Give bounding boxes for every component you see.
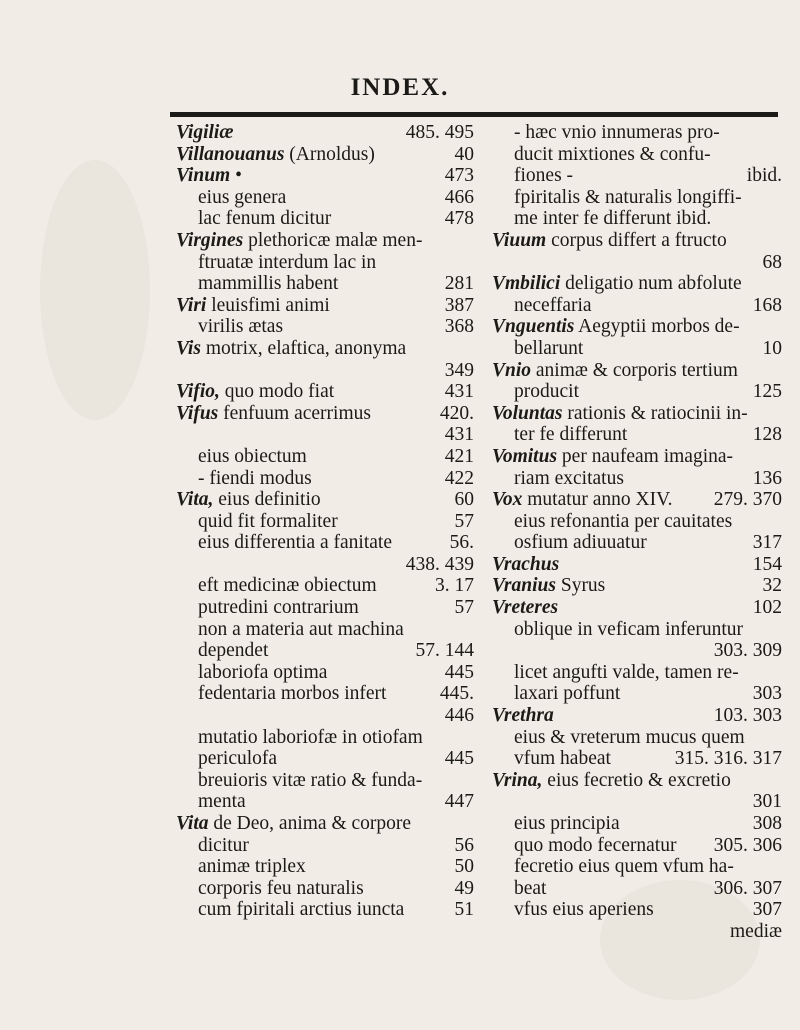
page-reference: 447 — [444, 791, 474, 813]
entry-text — [198, 856, 306, 878]
index-entry — [176, 791, 474, 813]
index-entry — [176, 252, 474, 274]
page-reference: 102 — [752, 597, 782, 619]
index-entry — [492, 273, 782, 295]
entry-text — [176, 338, 406, 360]
index-entry — [492, 532, 782, 554]
page-reference: 68 — [762, 251, 782, 273]
entry-text — [176, 403, 371, 425]
entry-text — [198, 640, 268, 662]
entry-lemma: Vnio — [492, 359, 532, 381]
page-reference: 136 — [752, 467, 782, 489]
index-entry — [176, 727, 474, 749]
index-column-right — [492, 122, 782, 943]
page-reference: 303 — [752, 683, 782, 705]
entry-text — [198, 597, 359, 619]
entry-description: non a materia aut machina — [198, 618, 404, 640]
page-reference: 368 — [444, 316, 474, 338]
index-entry — [492, 554, 782, 576]
index-entry — [176, 446, 474, 468]
index-entry — [176, 468, 474, 490]
index-entry — [176, 835, 474, 857]
entry-text — [492, 705, 554, 727]
entry-description: deligatio num abfolute — [560, 273, 742, 295]
entry-lemma: Vifio, — [176, 381, 220, 403]
index-entry — [492, 770, 782, 792]
entry-text — [514, 208, 711, 230]
entry-text — [514, 813, 620, 835]
entry-lemma: Virgines — [176, 229, 244, 251]
entry-description: lac fenum dicitur — [198, 208, 332, 230]
page-reference: 307 — [752, 899, 782, 921]
entry-lemma: Vrethra — [492, 705, 554, 727]
entry-description: cum fpiritali arctius iuncta — [198, 899, 405, 921]
index-entry — [176, 575, 474, 597]
index-entry — [176, 187, 474, 209]
entry-text — [514, 468, 624, 490]
entry-text — [514, 856, 734, 878]
entry-description: dicitur — [198, 834, 249, 856]
entry-description: quo modo fiat — [219, 381, 335, 403]
page-reference: 421 — [444, 445, 474, 467]
entry-description: ftruatæ interdum lac in — [198, 251, 377, 273]
index-entry — [176, 489, 474, 511]
entry-description: beat — [514, 877, 547, 899]
entry-text — [198, 468, 312, 490]
entry-description: putredini contrarium — [198, 597, 359, 619]
index-entry — [176, 316, 474, 338]
entry-lemma: Voluntas — [492, 402, 563, 424]
entry-description: producit — [514, 381, 579, 403]
page-reference: 301 — [752, 791, 782, 813]
entry-description: vfus eius aperiens — [514, 899, 654, 921]
entry-description: neceffaria — [514, 294, 592, 316]
page-reference: 281 — [444, 273, 474, 295]
entry-description: corpus differt a ftructo — [546, 229, 727, 251]
page-reference: 40 — [454, 143, 474, 165]
entry-description: periculofa — [198, 748, 278, 770]
entry-text — [492, 446, 733, 468]
index-entry — [492, 208, 782, 230]
entry-text — [198, 575, 377, 597]
entry-text — [176, 230, 422, 252]
page-reference: 57. 144 — [415, 640, 474, 662]
entry-description: fpiritalis & naturalis longiffi- — [514, 186, 742, 208]
index-entry — [492, 403, 782, 425]
entry-text — [492, 597, 558, 619]
entry-description: corporis feu naturalis — [198, 877, 364, 899]
entry-lemma: Vomitus — [492, 445, 558, 467]
index-entry — [492, 381, 782, 403]
index-entry — [492, 230, 782, 252]
index-entry — [176, 208, 474, 230]
page-reference: 56. — [449, 532, 474, 554]
entry-text — [176, 295, 330, 317]
entry-description: leuisfimi animi — [206, 294, 330, 316]
index-entry — [492, 252, 782, 274]
entry-text — [514, 511, 732, 533]
entry-description: - hæc vnio innumeras pro- — [514, 122, 720, 143]
entry-description: • — [230, 165, 242, 187]
entry-description: riam excitatus — [514, 467, 624, 489]
entry-text — [198, 791, 246, 813]
entry-description: animæ triplex — [198, 856, 306, 878]
page-reference: 485. 495 — [405, 122, 474, 143]
index-entry — [176, 424, 474, 446]
entry-lemma: Vis — [176, 337, 201, 359]
index-entry — [176, 532, 474, 554]
entry-description: eius definitio — [213, 489, 321, 511]
entry-text — [514, 144, 711, 166]
index-entry — [492, 705, 782, 727]
entry-text — [198, 899, 404, 921]
entry-description: vfum habeat — [514, 748, 611, 770]
index-entry — [176, 381, 474, 403]
index-column-left — [176, 122, 474, 921]
entry-description: licet angufti valde, tamen re- — [514, 661, 739, 683]
entry-text — [514, 187, 742, 209]
entry-text — [514, 662, 739, 684]
index-entry — [176, 813, 474, 835]
entry-description: bellarunt — [514, 337, 584, 359]
index-entry — [492, 727, 782, 749]
index-entry — [492, 468, 782, 490]
page-reference: 60 — [454, 489, 474, 511]
index-entry — [492, 619, 782, 641]
page-reference: 125 — [752, 381, 782, 403]
entry-description: fenfuum acerrimus — [218, 402, 371, 424]
entry-lemma: Vita, — [176, 489, 214, 511]
index-entry — [176, 662, 474, 684]
entry-text — [514, 683, 620, 705]
page-reference: 317 — [752, 532, 782, 554]
index-entry — [492, 597, 782, 619]
index-entry — [492, 424, 782, 446]
entry-description: plethoricæ malæ men- — [243, 229, 423, 251]
entry-text — [198, 187, 286, 209]
entry-text — [514, 532, 647, 554]
entry-lemma: Vifus — [176, 402, 219, 424]
entry-description: rationis & ratiocinii in- — [562, 402, 748, 424]
entry-text — [176, 122, 233, 144]
entry-text — [514, 748, 611, 770]
entry-description: virilis ætas — [198, 316, 284, 338]
entry-text — [198, 770, 422, 792]
index-entry — [176, 554, 474, 576]
entry-description: menta — [198, 791, 246, 813]
entry-description: fiones - — [514, 165, 574, 187]
entry-text — [514, 165, 573, 187]
index-entry — [176, 770, 474, 792]
index-entry — [176, 878, 474, 900]
entry-description: mammillis habent — [198, 273, 339, 295]
page-reference: 10 — [762, 337, 782, 359]
index-entry — [176, 230, 474, 252]
entry-description: eius refonantia per cauitates — [514, 510, 733, 532]
entry-description: animæ & corporis tertium — [531, 359, 738, 381]
entry-text — [514, 878, 546, 900]
index-entry — [492, 878, 782, 900]
page-reference: 422 — [444, 467, 474, 489]
entry-text — [198, 446, 307, 468]
page-reference: 279. 370 — [713, 489, 782, 511]
entry-text — [514, 899, 654, 921]
entry-description: eius & vreterum mucus quem — [514, 726, 745, 748]
entry-lemma: Vox — [492, 489, 523, 511]
index-entry — [492, 640, 782, 662]
entry-text — [514, 727, 745, 749]
index-entry — [492, 921, 782, 943]
index-entry — [492, 144, 782, 166]
entry-text — [514, 381, 579, 403]
index-entry — [176, 165, 474, 187]
entry-lemma: Villanouanus — [176, 143, 285, 165]
entry-text — [514, 424, 627, 446]
page-reference: 315. 316. 317 — [674, 748, 782, 770]
entry-text — [198, 316, 283, 338]
page-reference: 349 — [444, 359, 474, 381]
page-reference: ibid. — [746, 165, 782, 187]
index-entry — [176, 144, 474, 166]
entry-text — [198, 662, 327, 684]
entry-description: fedentaria morbos infert — [198, 683, 387, 705]
entry-lemma: Vmbilici — [492, 273, 561, 295]
entry-text — [198, 683, 386, 705]
entry-description: dependet — [198, 640, 269, 662]
entry-text — [514, 619, 743, 641]
index-entry — [492, 122, 782, 144]
entry-description: eius differentia a fanitate — [198, 532, 393, 554]
entry-description: eius genera — [198, 186, 287, 208]
page-reference: 438. 439 — [405, 553, 474, 575]
index-entry — [176, 360, 474, 382]
index-entry — [176, 856, 474, 878]
index-entry — [492, 791, 782, 813]
page-reference: 420. — [439, 402, 474, 424]
index-entry — [492, 835, 782, 857]
index-entry — [492, 489, 782, 511]
page-reference: 445 — [444, 661, 474, 683]
entry-text — [492, 360, 738, 382]
page-reference: 431 — [444, 424, 474, 446]
entry-description: Aegyptii morbos de- — [574, 316, 740, 338]
entry-text — [514, 295, 592, 317]
index-entry — [492, 575, 782, 597]
entry-text — [198, 748, 277, 770]
page-reference: 431 — [444, 381, 474, 403]
page-reference: 303. 309 — [713, 640, 782, 662]
entry-description: laxari poffunt — [514, 683, 621, 705]
entry-text — [514, 338, 583, 360]
entry-text — [492, 489, 673, 511]
page-reference: 32 — [762, 575, 782, 597]
index-entry — [176, 295, 474, 317]
index-entry — [176, 748, 474, 770]
entry-text — [492, 554, 559, 576]
entry-text — [492, 273, 742, 295]
page-reference: 445. — [439, 683, 474, 705]
page-reference: 103. 303 — [713, 705, 782, 727]
index-entry — [492, 446, 782, 468]
page-reference: 446 — [444, 705, 474, 727]
entry-lemma: Vnguentis — [492, 316, 575, 338]
entry-text — [176, 144, 375, 166]
entry-description: eius principia — [514, 813, 620, 834]
entry-text — [198, 273, 338, 295]
page-reference: 51 — [454, 899, 474, 921]
page-reference: 308 — [752, 813, 782, 834]
entry-lemma: Vrina, — [492, 769, 543, 791]
index-entry — [492, 813, 782, 835]
entry-description: quo modo fecernatur — [514, 834, 677, 856]
page-reference: 387 — [444, 294, 474, 316]
entry-text — [176, 165, 242, 187]
entry-text — [492, 230, 727, 252]
index-entry — [492, 748, 782, 770]
entry-lemma: Vigiliæ — [176, 122, 234, 143]
entry-text — [514, 835, 676, 857]
entry-lemma: Vranius — [492, 575, 556, 597]
index-entry — [176, 640, 474, 662]
entry-text — [492, 403, 748, 425]
entry-description: breuioris vitæ ratio & funda- — [198, 769, 423, 791]
entry-description: eft medicinæ obiectum — [198, 575, 377, 597]
entry-lemma: Vinum — [176, 165, 231, 187]
page-reference: 168 — [752, 294, 782, 316]
entry-text — [176, 381, 334, 403]
index-entry — [176, 273, 474, 295]
index-entry — [176, 683, 474, 705]
page-reference: 128 — [752, 424, 782, 446]
entry-description: laboriofa optima — [198, 661, 328, 683]
entry-text — [176, 813, 411, 835]
entry-lemma: Viuum — [492, 229, 547, 251]
entry-lemma: Vrachus — [492, 553, 560, 575]
page-reference: 473 — [444, 165, 474, 187]
entry-description: me inter fe differunt ibid. — [514, 208, 712, 230]
index-entry — [176, 597, 474, 619]
entry-description: ducit mixtiones & confu- — [514, 143, 711, 165]
page-reference: 466 — [444, 186, 474, 208]
entry-text — [198, 619, 404, 641]
index-entry — [176, 122, 474, 144]
page-reference: 57 — [454, 510, 474, 532]
entry-description: (Arnoldus) — [284, 143, 375, 165]
page-reference: 445 — [444, 748, 474, 770]
entry-description: de Deo, anima & corpore — [208, 813, 412, 834]
entry-description: eius obiectum — [198, 445, 307, 467]
entry-text — [198, 727, 423, 749]
entry-description: eius fecretio & excretio — [542, 769, 731, 791]
page-reference: 478 — [444, 208, 474, 230]
paper-stain — [40, 160, 150, 420]
header-rule — [170, 112, 778, 117]
page-reference: 50 — [454, 856, 474, 878]
index-entry — [176, 899, 474, 921]
page-reference: 49 — [454, 877, 474, 899]
index-entry — [176, 705, 474, 727]
entry-description: Syrus — [555, 575, 606, 597]
index-entry — [176, 619, 474, 641]
entry-description: oblique in veficam inferuntur — [514, 618, 744, 640]
entry-text — [198, 208, 331, 230]
entry-text — [198, 532, 392, 554]
page-reference: mediæ — [730, 920, 782, 942]
index-entry — [492, 856, 782, 878]
index-entry — [492, 165, 782, 187]
index-entry — [492, 899, 782, 921]
page-reference: 306. 307 — [713, 877, 782, 899]
entry-text — [198, 511, 338, 533]
index-entry — [176, 511, 474, 533]
page-reference: 56 — [454, 834, 474, 856]
page-reference: 3. 17 — [435, 575, 474, 597]
entry-lemma: Viri — [176, 294, 207, 316]
index-entry — [492, 316, 782, 338]
entry-description: mutatur anno XIV. — [522, 489, 673, 511]
index-entry — [492, 338, 782, 360]
index-entry — [176, 403, 474, 425]
entry-description: motrix, elaftica, anonyma — [200, 337, 407, 359]
page-reference: 305. 306 — [713, 834, 782, 856]
entry-text — [514, 122, 720, 144]
entry-text — [492, 316, 740, 338]
entry-text — [198, 835, 249, 857]
page-title: INDEX. — [350, 74, 450, 101]
entry-description: fecretio eius quem vfum ha- — [514, 856, 734, 878]
entry-text — [198, 878, 364, 900]
entry-description: mutatio laboriofæ in otiofam — [198, 726, 423, 748]
entry-lemma: Vita — [176, 813, 209, 834]
entry-text — [492, 770, 731, 792]
entry-description: quid fit formaliter — [198, 510, 338, 532]
index-entry — [492, 187, 782, 209]
entry-text — [492, 575, 605, 597]
index-entry — [492, 683, 782, 705]
index-entry — [492, 360, 782, 382]
entry-text — [198, 252, 376, 274]
entry-lemma: Vreteres — [492, 597, 559, 619]
page-reference: 57 — [454, 597, 474, 619]
index-entry — [492, 662, 782, 684]
entry-description: - fiendi modus — [198, 467, 312, 489]
index-entry — [176, 338, 474, 360]
entry-description: ter fe differunt — [514, 424, 628, 446]
index-entry — [492, 511, 782, 533]
entry-description: osfium adiuuatur — [514, 532, 647, 554]
index-entry — [492, 295, 782, 317]
entry-text — [176, 489, 321, 511]
page-reference: 154 — [752, 553, 782, 575]
entry-description: per naufeam imagina- — [557, 445, 734, 467]
